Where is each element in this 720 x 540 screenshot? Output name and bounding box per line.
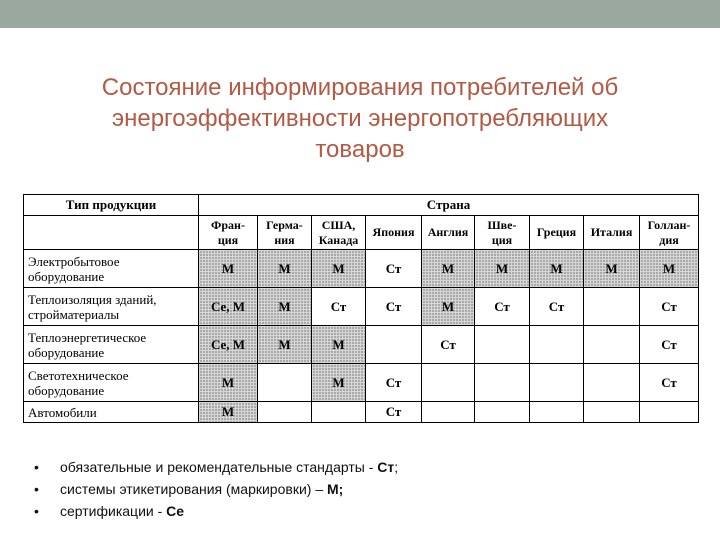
status-cell <box>366 326 422 364</box>
status-cell <box>584 402 640 423</box>
header-product-type: Тип продукции <box>24 195 199 216</box>
table-row <box>24 364 699 402</box>
status-cell: М <box>475 250 530 288</box>
country-header-cell: Греция <box>530 216 584 250</box>
status-cell: М <box>199 402 258 423</box>
country-header-cell: Италия <box>584 216 640 250</box>
status-cell: Ст <box>366 364 422 402</box>
status-cell: Ст <box>366 402 422 423</box>
status-cell: М <box>422 250 475 288</box>
legend-item <box>34 500 398 522</box>
status-cell <box>584 364 640 402</box>
status-cell: Ст <box>312 288 366 326</box>
legend-code: М; <box>327 481 344 497</box>
table-row <box>24 288 699 326</box>
status-cell: Ст <box>640 326 699 364</box>
table-header-row <box>24 195 699 216</box>
status-cell <box>258 402 312 423</box>
title-line-2: энергоэффективности энергопотребляющих <box>111 105 609 132</box>
country-header-cell: Шве- ция <box>475 216 530 250</box>
table-row <box>24 326 699 364</box>
status-cell <box>584 326 640 364</box>
status-cell: М <box>640 250 699 288</box>
legend-suffix: ; <box>394 459 399 475</box>
status-cell: Ст <box>422 326 475 364</box>
title-line-1: Состояние информирования потребителей об <box>101 74 619 101</box>
country-header-cell: Фран- ция <box>199 216 258 250</box>
status-cell: Ст <box>640 364 699 402</box>
legend-list <box>34 456 398 522</box>
status-cell: М <box>530 250 584 288</box>
product-type-cell: Теплоэнергетическое оборудование <box>24 326 199 364</box>
status-cell: М <box>258 250 312 288</box>
country-header-cell: США, Канада <box>312 216 366 250</box>
table-row <box>24 250 699 288</box>
table-body <box>24 250 699 423</box>
status-cell <box>530 402 584 423</box>
status-cell <box>422 364 475 402</box>
status-cell <box>258 364 312 402</box>
country-header-cell: Япония <box>366 216 422 250</box>
status-cell: Се, М <box>199 326 258 364</box>
header-blank-cell <box>24 216 199 250</box>
status-cell <box>475 402 530 423</box>
country-header-row <box>24 216 699 250</box>
product-type-cell: Автомобили <box>24 402 199 423</box>
status-cell: Ст <box>640 288 699 326</box>
status-table <box>23 194 699 423</box>
bullet-icon: • <box>34 503 39 519</box>
status-cell <box>312 402 366 423</box>
legend-text: обязательные и рекомендательные стандарты - <box>60 459 378 475</box>
bullet-icon: • <box>34 481 39 497</box>
status-cell: М <box>199 250 258 288</box>
product-type-cell: Светотехническое оборудование <box>24 364 199 402</box>
legend-text: сертификации - <box>60 503 167 519</box>
status-cell <box>422 402 475 423</box>
slide-title <box>40 72 680 165</box>
status-cell <box>475 326 530 364</box>
top-accent-bar <box>0 0 720 28</box>
status-cell: Ст <box>366 288 422 326</box>
status-cell <box>584 288 640 326</box>
header-country: Страна <box>199 195 699 216</box>
legend-code: Се <box>166 503 185 519</box>
status-cell: М <box>199 364 258 402</box>
table-row <box>24 402 699 423</box>
status-cell: М <box>422 288 475 326</box>
status-cell: М <box>312 364 366 402</box>
status-cell: Ст <box>530 288 584 326</box>
title-line-3: товаров <box>315 136 405 163</box>
status-cell: М <box>312 250 366 288</box>
legend-item <box>34 478 398 500</box>
status-cell: Ст <box>475 288 530 326</box>
status-cell: М <box>258 326 312 364</box>
status-cell <box>530 364 584 402</box>
status-cell: Се, М <box>199 288 258 326</box>
legend-text: системы этикетирования (маркировки) – <box>60 481 327 497</box>
status-cell: Ст <box>366 250 422 288</box>
bullet-icon: • <box>34 459 39 475</box>
status-cell <box>640 402 699 423</box>
status-cell: М <box>312 326 366 364</box>
product-type-cell: Электробытовое оборудование <box>24 250 199 288</box>
country-header-cell: Англия <box>422 216 475 250</box>
legend-item <box>34 456 398 478</box>
status-cell <box>475 364 530 402</box>
country-header-cell: Голлан- дия <box>640 216 699 250</box>
country-header-cell: Герма- ния <box>258 216 312 250</box>
legend-code: Ст <box>377 459 395 475</box>
status-cell <box>530 326 584 364</box>
status-cell: М <box>584 250 640 288</box>
product-type-cell: Теплоизоляция зданий, стройматериалы <box>24 288 199 326</box>
status-cell: М <box>258 288 312 326</box>
